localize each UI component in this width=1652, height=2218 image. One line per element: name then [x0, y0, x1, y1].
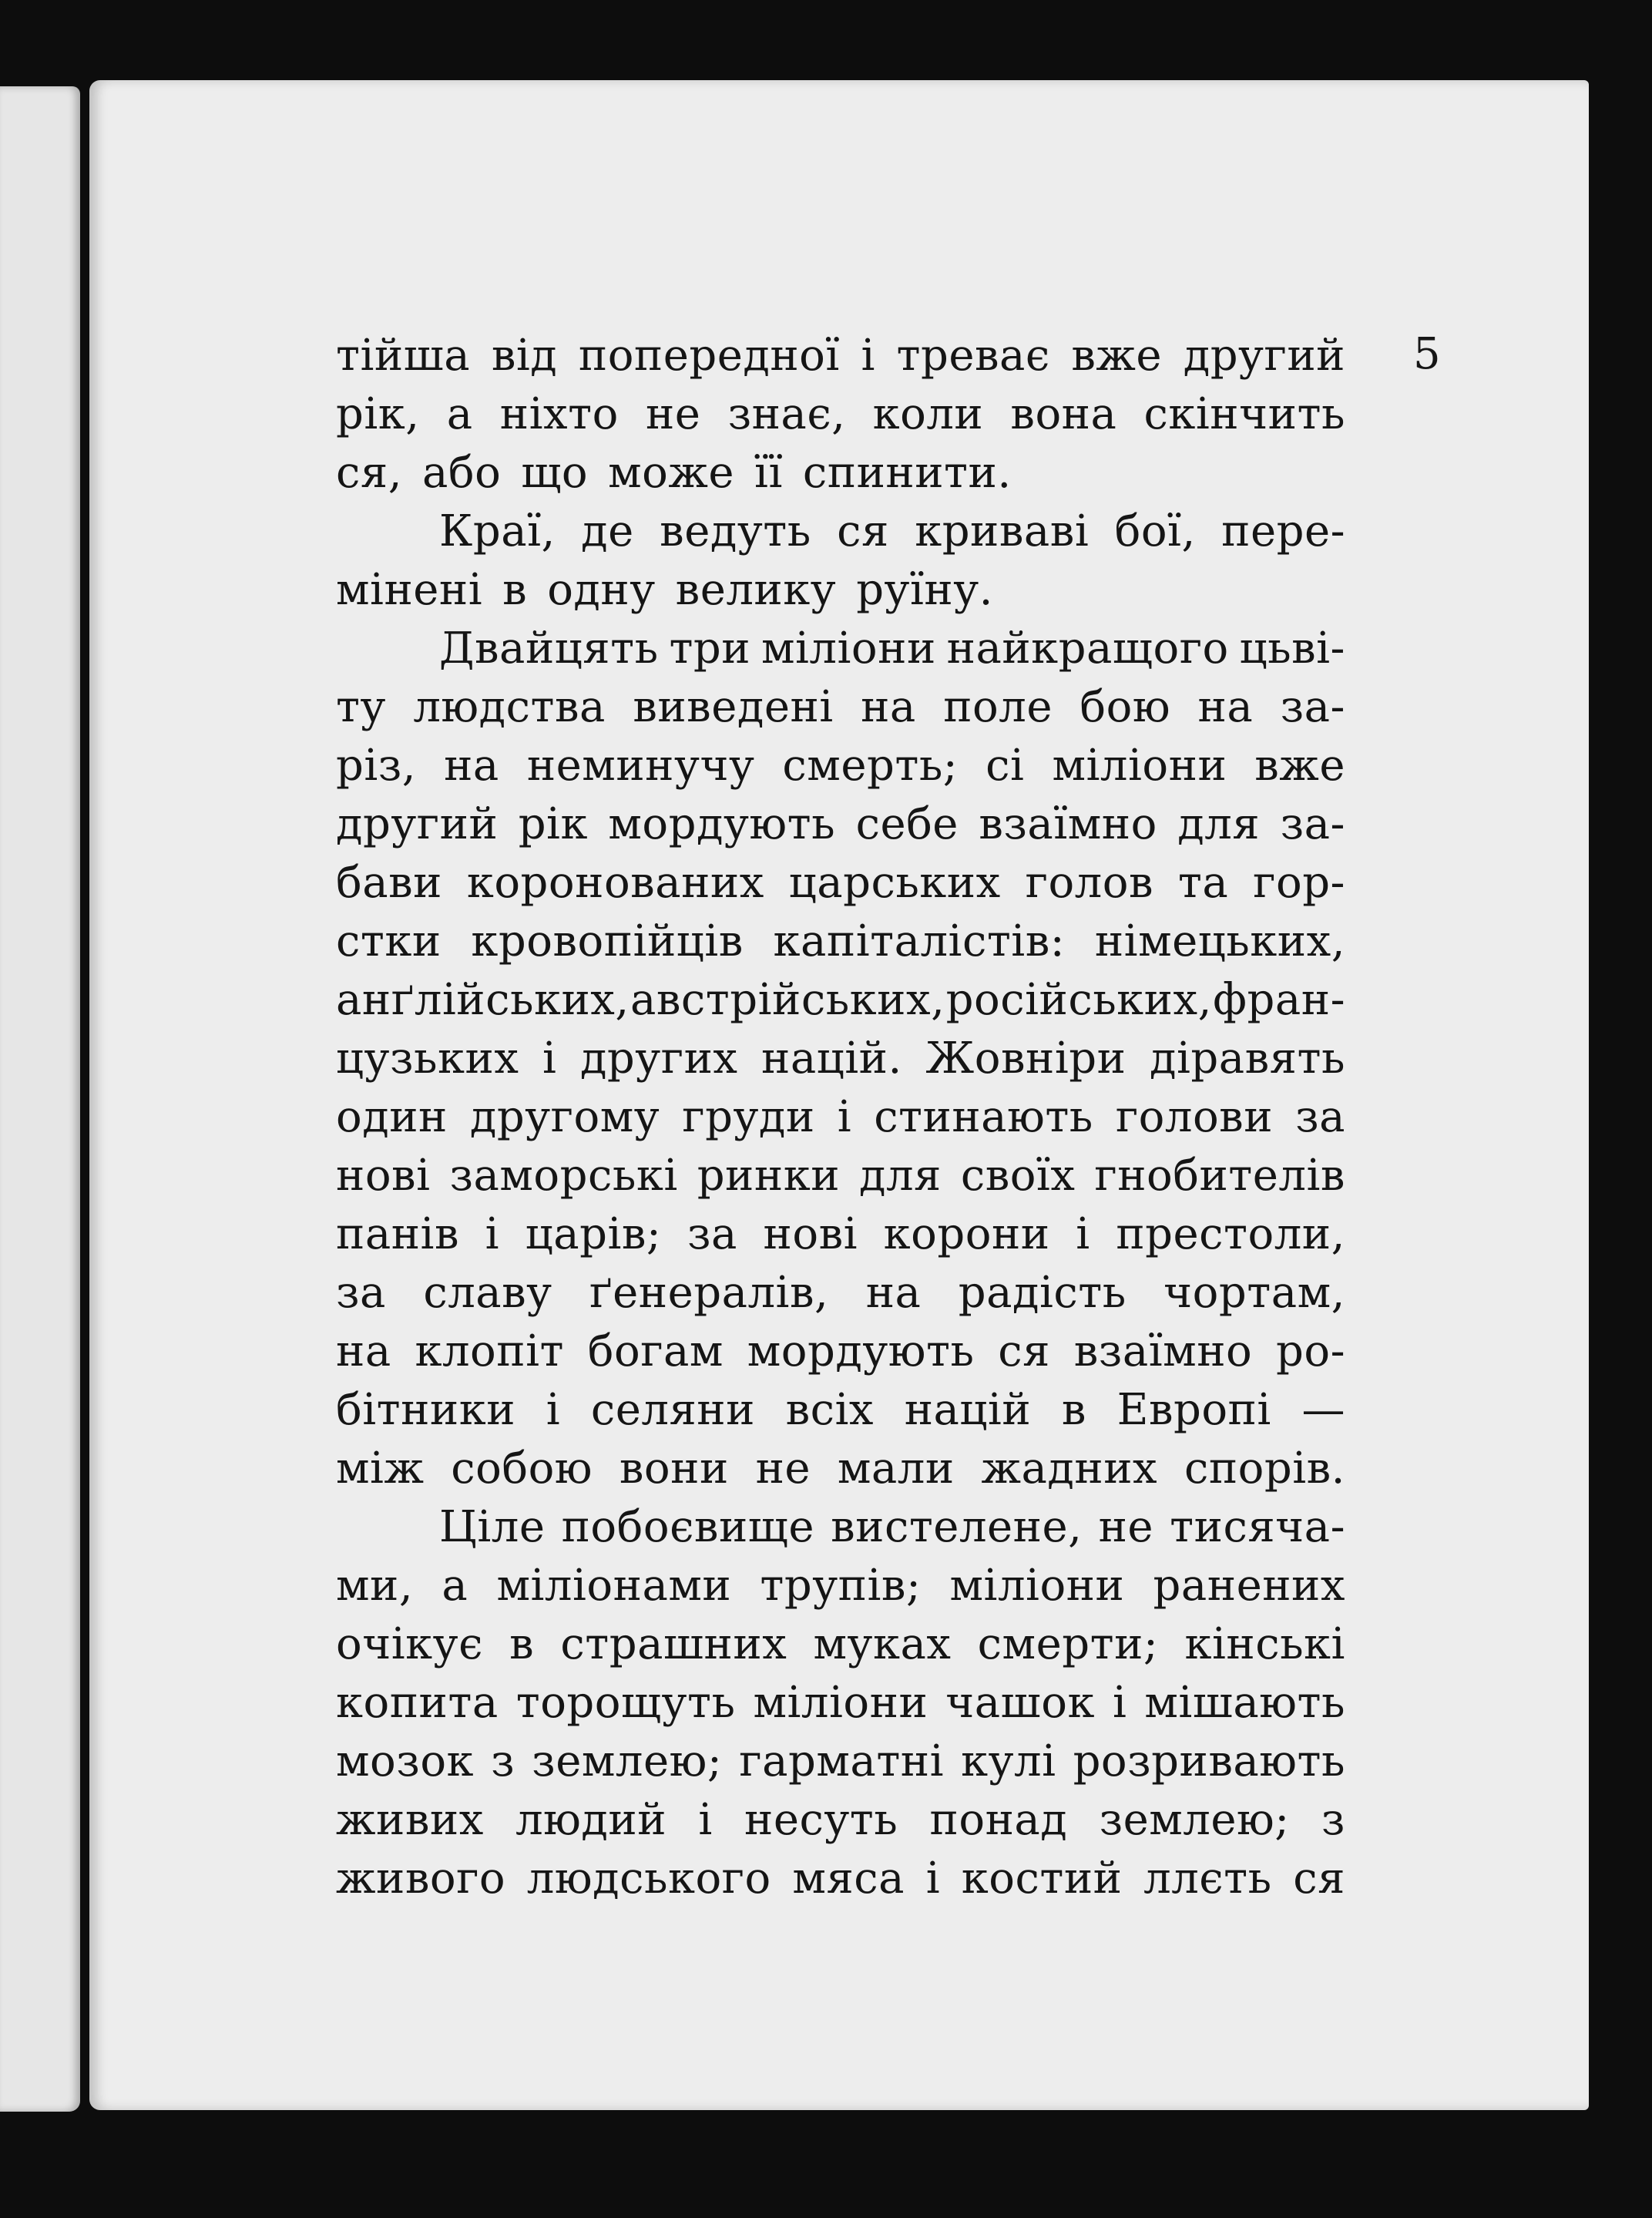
word: міліони: [1052, 741, 1227, 791]
word: мозок: [336, 1736, 475, 1786]
word: панів: [336, 1209, 459, 1259]
word: людського: [526, 1853, 771, 1904]
word: груди: [682, 1092, 815, 1142]
word: а: [446, 389, 473, 439]
word: живих: [336, 1795, 484, 1845]
text-line: [336, 678, 1345, 737]
word: мордують: [608, 799, 836, 849]
word: всіх: [785, 1385, 875, 1435]
word: гор-: [1253, 858, 1345, 908]
word: землею;: [1099, 1795, 1290, 1845]
word: костий: [961, 1853, 1123, 1904]
word: з: [491, 1736, 515, 1786]
word: бої,: [1114, 506, 1196, 556]
word: своїх: [960, 1151, 1076, 1201]
word: ту: [336, 682, 386, 732]
text-line: [336, 561, 1345, 620]
word: що: [521, 448, 589, 498]
text-line: [336, 1440, 1345, 1498]
word: ся: [837, 506, 889, 556]
word: рік: [518, 799, 588, 849]
word: скінчить: [1143, 389, 1345, 439]
word: попередної: [578, 331, 840, 381]
word: на: [1197, 682, 1254, 732]
word: взаїмно: [1073, 1326, 1253, 1376]
body-text: [336, 327, 1345, 1908]
word: торощуть: [515, 1678, 736, 1728]
word: не: [755, 1443, 811, 1494]
word: пере-: [1221, 506, 1345, 556]
word: другому: [469, 1092, 660, 1142]
word: виведені: [633, 682, 834, 732]
word: німецьких,: [1094, 916, 1345, 966]
word: мінені: [336, 565, 483, 615]
word: мали: [837, 1443, 955, 1494]
word: взаїмно: [979, 799, 1157, 849]
word: кулі: [961, 1736, 1056, 1786]
text-line: [336, 444, 1345, 502]
text-line: [336, 912, 1345, 971]
word: нові: [336, 1151, 431, 1201]
word: і: [1076, 1209, 1090, 1259]
word: престоли,: [1116, 1209, 1345, 1259]
word: царів;: [525, 1209, 662, 1259]
word: і: [925, 1853, 941, 1904]
word: коли: [872, 389, 984, 439]
word: міліони: [753, 1678, 928, 1728]
word: мяса: [792, 1853, 905, 1904]
word: голов: [1025, 858, 1153, 908]
word: мордують: [747, 1326, 975, 1376]
text-line: [336, 1850, 1345, 1908]
word: її: [754, 448, 783, 498]
text-line: [336, 795, 1345, 854]
word: ніхто: [499, 389, 619, 439]
text-line: [336, 1030, 1345, 1088]
word: один: [336, 1092, 448, 1142]
word: клопіт: [415, 1326, 564, 1376]
word: Краї,: [439, 506, 556, 556]
word: жадних: [981, 1443, 1158, 1494]
word: спинити.: [802, 448, 1012, 498]
text-line: [336, 620, 1345, 678]
word: ведуть: [660, 506, 811, 556]
text-line: [336, 1615, 1345, 1674]
word: голови: [1115, 1092, 1274, 1142]
word: на: [865, 1268, 922, 1318]
word: між: [336, 1443, 425, 1494]
word: людства: [413, 682, 606, 732]
word: славу: [423, 1268, 552, 1318]
word: за-: [1280, 682, 1345, 732]
word: в: [502, 565, 528, 615]
word: міліони: [949, 1561, 1125, 1611]
word: від: [491, 331, 558, 381]
word: бітники: [336, 1385, 516, 1435]
word: тисяча-: [1170, 1502, 1345, 1552]
word: вона: [1010, 389, 1117, 439]
word: кровопійців: [471, 916, 744, 966]
word: на: [861, 682, 916, 732]
word: а: [442, 1561, 468, 1611]
word: і: [485, 1209, 500, 1259]
word: вже: [1254, 741, 1345, 791]
word: поле: [943, 682, 1053, 732]
word: нові: [763, 1209, 858, 1259]
text-line: [336, 502, 1345, 561]
word: для: [1177, 799, 1261, 849]
word: ллєть: [1143, 1853, 1272, 1904]
word: ринки: [697, 1151, 841, 1201]
word: смерти;: [977, 1619, 1159, 1669]
word: несуть: [744, 1795, 898, 1845]
word: себе: [855, 799, 959, 849]
text-line: [336, 1205, 1345, 1264]
text-line: [336, 737, 1345, 795]
word: Двайцять: [439, 623, 659, 674]
word: царських: [788, 858, 1001, 908]
word: одну: [547, 565, 656, 615]
word: Ціле: [439, 1502, 546, 1552]
word: на: [336, 1326, 391, 1376]
word: другий: [336, 799, 499, 849]
word: фран-: [1213, 975, 1345, 1025]
word: і: [837, 1092, 852, 1142]
word: побоєвище: [561, 1502, 814, 1552]
word: міліонами: [496, 1561, 732, 1611]
word: муках: [813, 1619, 952, 1669]
word: ся: [998, 1326, 1050, 1376]
word: цузьких: [336, 1033, 519, 1084]
word: рік,: [336, 389, 420, 439]
text-line: [336, 385, 1345, 444]
text-line: [336, 971, 1345, 1030]
word: капіталістів:: [773, 916, 1066, 966]
word: цьві-: [1239, 623, 1345, 674]
word: міліони: [761, 623, 936, 674]
word: мішають: [1144, 1678, 1345, 1728]
word: собою: [451, 1443, 593, 1494]
word: найкращого: [946, 623, 1229, 674]
word: людий: [515, 1795, 667, 1845]
word: за: [687, 1209, 737, 1259]
text-line: [336, 1147, 1345, 1205]
word: може: [608, 448, 735, 498]
word: гарматні: [739, 1736, 945, 1786]
word: коронованих: [466, 858, 764, 908]
word: три: [669, 623, 751, 674]
word: землею;: [532, 1736, 723, 1786]
word: корони: [883, 1209, 1050, 1259]
word: вистелене,: [831, 1502, 1083, 1552]
word: вони: [619, 1443, 729, 1494]
word: розривають: [1073, 1736, 1345, 1786]
word: других: [579, 1033, 738, 1084]
text-line: [336, 327, 1345, 385]
word: і: [546, 1385, 561, 1435]
text-line: [336, 1674, 1345, 1732]
word: бою: [1080, 682, 1171, 732]
word: Европі: [1116, 1385, 1271, 1435]
word: чашок: [945, 1678, 1095, 1728]
word: ся: [1293, 1853, 1345, 1904]
word: націй: [904, 1385, 1032, 1435]
word: живого: [336, 1853, 506, 1904]
word: не: [645, 389, 701, 439]
word: богам: [587, 1326, 724, 1376]
word: і: [861, 331, 875, 381]
text-line: [336, 1557, 1345, 1615]
word: не: [1098, 1502, 1154, 1552]
word: кінські: [1184, 1619, 1345, 1669]
word: знає,: [727, 389, 846, 439]
word: гнобителів: [1094, 1151, 1345, 1201]
word: чортам,: [1163, 1268, 1345, 1318]
word: та: [1177, 858, 1229, 908]
word: з: [1321, 1795, 1345, 1845]
word: смерть;: [782, 741, 959, 791]
word: —: [1301, 1385, 1345, 1435]
word: ми,: [336, 1561, 414, 1611]
word: трупів;: [760, 1561, 922, 1611]
word: ранених: [1153, 1561, 1345, 1611]
word: австрійських,: [630, 975, 945, 1025]
word: страшних: [560, 1619, 787, 1669]
text-line: [336, 1732, 1345, 1791]
word: різ,: [336, 741, 417, 791]
word: за: [1295, 1092, 1345, 1142]
text-line: [336, 1791, 1345, 1850]
word: де: [581, 506, 634, 556]
word: в: [509, 1619, 535, 1669]
word: діравять: [1150, 1033, 1345, 1084]
word: або: [422, 448, 502, 498]
word: бави: [336, 858, 442, 908]
word: сі: [985, 741, 1025, 791]
word: неминучу: [526, 741, 755, 791]
word: спорів.: [1184, 1443, 1345, 1494]
word: стинають: [874, 1092, 1093, 1142]
word: анґлійських,: [336, 975, 630, 1025]
word: ро-: [1276, 1326, 1345, 1376]
word: і: [698, 1795, 713, 1845]
word: в: [1061, 1385, 1086, 1435]
text-line: [336, 1264, 1345, 1322]
word: ся,: [336, 448, 402, 498]
text-line: [336, 1322, 1345, 1381]
word: велику: [675, 565, 837, 615]
word: і: [542, 1033, 557, 1084]
word: за: [336, 1268, 386, 1318]
word: вже: [1071, 331, 1163, 381]
word: руїну.: [856, 565, 993, 615]
left-page-edge: [0, 86, 80, 2112]
word: російських,: [945, 975, 1212, 1025]
text-line: [336, 1498, 1345, 1557]
word: треває: [896, 331, 1050, 381]
word: заморські: [449, 1151, 678, 1201]
page-number: 5: [1413, 329, 1441, 379]
word: тійша: [336, 331, 471, 381]
word: для: [858, 1151, 942, 1201]
text-line: [336, 1088, 1345, 1147]
word: Жовніри: [925, 1033, 1127, 1084]
word: криваві: [915, 506, 1090, 556]
word: за-: [1280, 799, 1345, 849]
word: на: [444, 741, 499, 791]
word: очікує: [336, 1619, 483, 1669]
word: стки: [336, 916, 442, 966]
word: і: [1112, 1678, 1127, 1728]
word: селяни: [590, 1385, 755, 1435]
text-line: [336, 1381, 1345, 1440]
word: ґенералів,: [589, 1268, 829, 1318]
word: понад: [929, 1795, 1068, 1845]
word: копита: [336, 1678, 499, 1728]
text-line: [336, 854, 1345, 912]
word: другий: [1183, 331, 1345, 381]
word: радість: [958, 1268, 1127, 1318]
word: націй.: [761, 1033, 902, 1084]
